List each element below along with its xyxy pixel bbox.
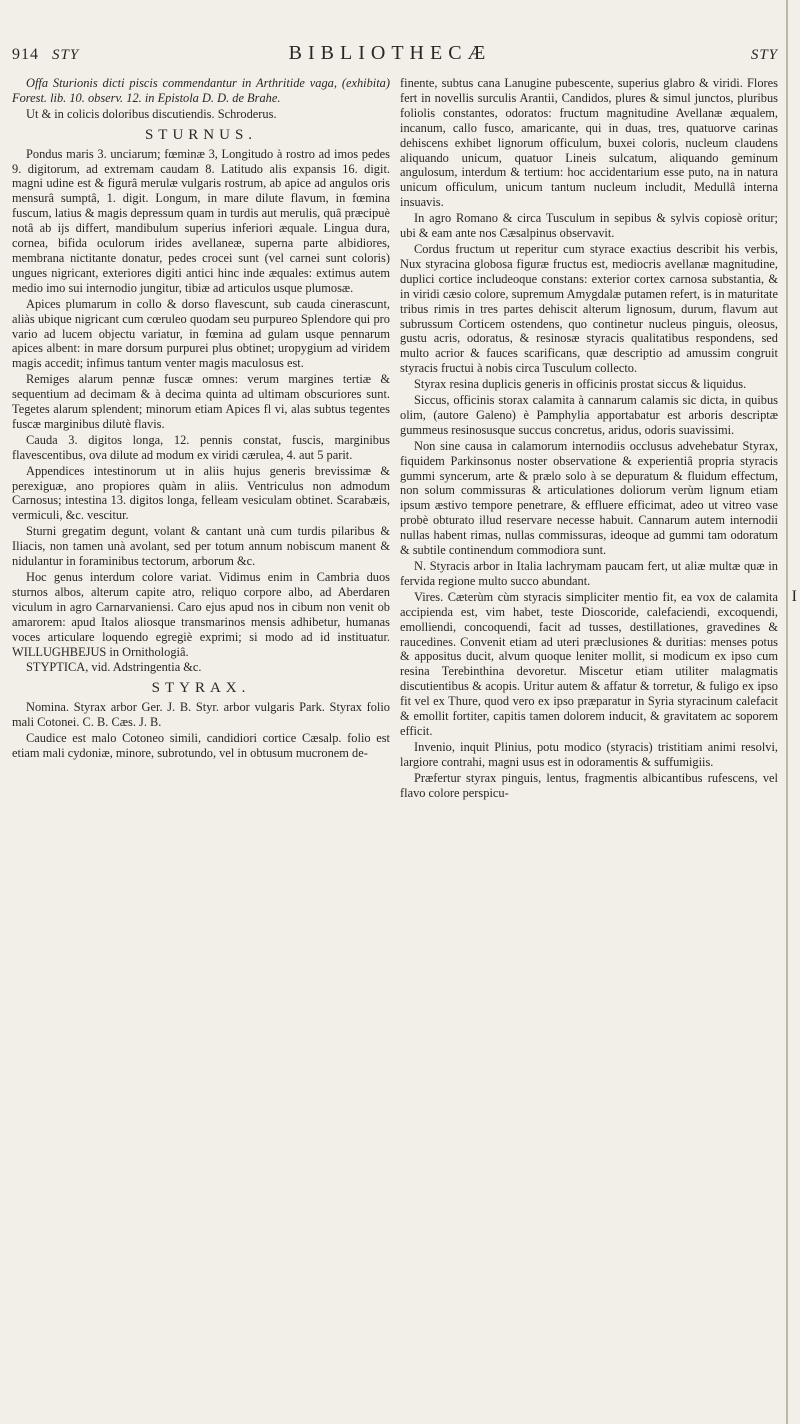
- paragraph: Pondus maris 3. unciarum; fœminæ 3, Longitudo à rostro ad imos pedes 9. digitorum, ad extremam caudam 8. Latitudo alis expansis 16. digit. magni udine est & figurâ merulæ vulgaris rostrum, ab apice ad angulos oris mensurâ sumptâ, 1. digit. Longum, in mare dilute flavum, in fœmina fuscum, latius & magis depressum quam in turdis aut merulis, quâ præcipuè notâ ab ijs differt, mandibulum superius inferiori æquale. Lingua dura, cornea, bifida oculorum irides avellaneæ, superna parte albidiores, membrana nictitante donatur, pedes crocei sunt (vel carnei sunt coloris) ungues nigricant, exteriores digiti antici hinc inde æquales: extimus autem medio imo sui internodio jungitur, tibiæ ad articulos usque plumosæ.: [12, 146, 390, 295]
- paragraph: Siccus, officinis storax calamita à cannarum calamis sic dicta, in quibus olim, (autore Galeno) è Pamphylia apportabatur est arboris descriptæ gummeus resinosusque succus concretus, aridus, odoris suavissimi.: [400, 393, 778, 437]
- paragraph: Remiges alarum pennæ fuscæ omnes: verum margines tertiæ & sequentium ad decimam & à decima quinta ad ultimam obscuriores sunt. Tegetes alarum splendent; minorum etiam Apices fl vi, alas subtus tegentes fuscæ marginibus dilutè flavis.: [12, 372, 390, 431]
- paragraph: Nomina. Styrax arbor Ger. J. B. Styr. arbor vulgaris Park. Styrax folio mali Cotonei. C. B. Cæs. J. B.: [12, 700, 390, 730]
- paragraph: Ut & in colicis doloribus discutiendis. Schroderus.: [26, 106, 277, 121]
- page-edge-shadow: [786, 0, 788, 1424]
- paragraph: Non sine causa in calamorum internodiis occlusus advehebatur Styrax, fiquidem Parkinsonus noster observatione & experientiâ propria styracis gummi syncerum, arte & prælo solo à se depuratum & fluidum effectum, non solum commissuras & articulationes doliorum verùm lignum etiam ipsum æstivo tempore penetrare, & effluere efficimat, adeo ut vitreo vase probè obturato illud reservare necesse habuit. Cannarum autem internodii nullas habent rimas, nullas commissuras, ideoque ad gummi tam odoratum & subtile continendum commodiora sunt.: [400, 438, 778, 558]
- running-head: [12, 42, 778, 70]
- paragraph: Hoc genus interdum colore variat. Vidimus enim in Cambria duos sturnos albos, alterum capite atro, reliquo corpore albo, ad Aberdaren viculum in agro Carnarvaniensi. Caro ejus apud nos in cibum non venit ob amarorem: apud Italos aliosque transmarinos mensis adhibetur, humanas voces articulare loquendo egregiè exprimi; si modo ad id instituatur. WILLUGHBEJUS in Ornithologiâ.: [12, 570, 390, 659]
- paragraph: Præfertur styrax pinguis, lentus, fragmentis albicantibus rufescens, vel flavo colore perspicu-: [400, 770, 778, 800]
- paragraph: Sturni gregatim degunt, volant & cantant unà cum turdis pilaribus & Iliacis, non tamen unà avolant, sed per totum annum nobiscum manent & nidulantur in foraminibus tectorum, arborum &c.: [12, 524, 390, 569]
- paragraph: Caudice est malo Cotoneo simili, candidiori cortice Cæsalp. folio est etiam mali cydoniæ, minore, subrotundo, vel in obtusum mucronem de-: [12, 731, 390, 760]
- paragraph: Cordus fructum ut reperitur cum styrace exactius describit his verbis, Nux styracina globosa figuræ fructus est, mediocris avellanæ magnitudine, duplici cortice includeoque constans: exterior cortex carnosa substantia, & in viridi cæsio colore, supremum Amygdalæ putamen refert, is in maturitate tribus rimis in tres partes dehiscit alterum lignosum, durum, flavum aut subrussum Corticem ostendens, quo continetur nucleus pinguis, oleosus, gustu acris, odoratus, & resinosæ styracis qualitatibus respondens, sed multo acrior & fauces scarificans, quæ descriptio ad amussim congruit styracis fructui à nobis circa Tusculum collecto.: [400, 241, 778, 376]
- section-heading: STURNUS.: [144, 126, 258, 143]
- paragraph: N. Styracis arbor in Italia lachrymam paucam fert, ut aliæ multæ quæ in fervida regione multo succo abundant.: [400, 559, 778, 588]
- paragraph: Appendices intestinorum ut in aliis hujus generis brevissimæ & perexiguæ, ano propiores quàm in aliis. Ventriculus non admodum Carnosus; intestina 13. digitos longa, felleam vesiculam obtinet. Scarabæis, vermiculi, &c. vescitur.: [12, 463, 390, 523]
- paragraph: STYPTICA, vid. Adstringentia &c.: [26, 660, 202, 675]
- text-columns: [12, 76, 778, 802]
- page-edge-mark: I: [791, 588, 797, 605]
- paragraph: Vires. Cæterùm cùm styracis simpliciter mentio fit, ea vox de calamita accipienda est, vim habet, teste Dioscoride, calefaciendi, excoquendi, emolliendi, concoquendi, facit ad tusses, destillationes, gravedines & raucedines. Convenit etiam ad uteri præclusiones & duritias: menses potus & appositus ducit, alvum quoque leniter mollit, si modicum ex ipso cum resina Terebinthina devoretur. Miscetur etiam utiliter malagmatis discutientibus & acopis. Uritur autem & affatur & torretur, & fuligo ex ipso fit vel ex Thure, quod vero ex ipso præparatur in Syria styracinum calefacit & emollit fortiter, capitis tamen dolorem inducit, & gravitatem ac soporem efficit.: [400, 589, 778, 738]
- paragraph: Apices plumarum in collo & dorso flavescunt, sub cauda cinerascunt, aliàs ubique nigricant cum cœruleo quodam seu purpureo Splendore qui pro vario ad lucem objectu variatur, in fœmina ad gulam usque pennarum apices albent: in mare dorsum purpurei plus obtinet; uropygium ad viridem magis accedit; infimus tantum venter magis maculosus est.: [12, 296, 390, 371]
- running-head-right-tag: STY: [750, 47, 778, 63]
- paragraph: Cauda 3. digitos longa, 12. pennis constat, fuscis, marginibus flavescentibus, ova dilute ad modum ex viridi cærulea, 4. aut 5 parit.: [12, 432, 390, 462]
- paragraph: In agro Romano & circa Tusculum in sepibus & sylvis copiosè oritur; ubi & eam ante nos Cæsalpinus observavit.: [400, 211, 778, 241]
- left-column: [12, 76, 390, 802]
- paragraph: Invenio, inquit Plinius, potu modico (styracis) tristitiam animi resolvi, largiore contrahi, magni usus est in odoramentis & suffumigiis.: [400, 739, 778, 769]
- section-heading: STYRAX.: [151, 680, 251, 697]
- paragraph: finente, subtus cana Lanugine pubescente, superius glabro & viridi. Flores fert in novellis surculis Arantii, Candidos, plures & simul junctos, pluribus foliolis constantes, odoratos: fructum magnitudine Avellanæ æqualem, incanum, callo fusco, amaricante, qui in duas, tres, quatuorve carinas dehiscens exhibet lignorum officulum, buxei coloris, nucleum claudens aliquando unicum, quatuor Lineis sulcatum, aliquando geminum angulosum, interdum & tertium: hoc accidentarium esse puto, na in natura unicum officulum, unicum tantum nucleum includit, Medullâ interna insuavis.: [400, 76, 778, 210]
- paragraph: Offa Sturionis dicti piscis commendantur in Arthritide vaga, (exhibita) Forest. lib. 10. observ. 12. in Epistola D. D. de Brahe.: [12, 76, 390, 105]
- running-head-title: BIBLIOTHECÆ: [288, 42, 492, 64]
- page-number: 914: [12, 46, 39, 63]
- right-column: [400, 76, 778, 802]
- paragraph: Styrax resina duplicis generis in officinis prostat siccus & liquidus.: [414, 377, 747, 392]
- running-head-left-tag: STY: [52, 47, 80, 63]
